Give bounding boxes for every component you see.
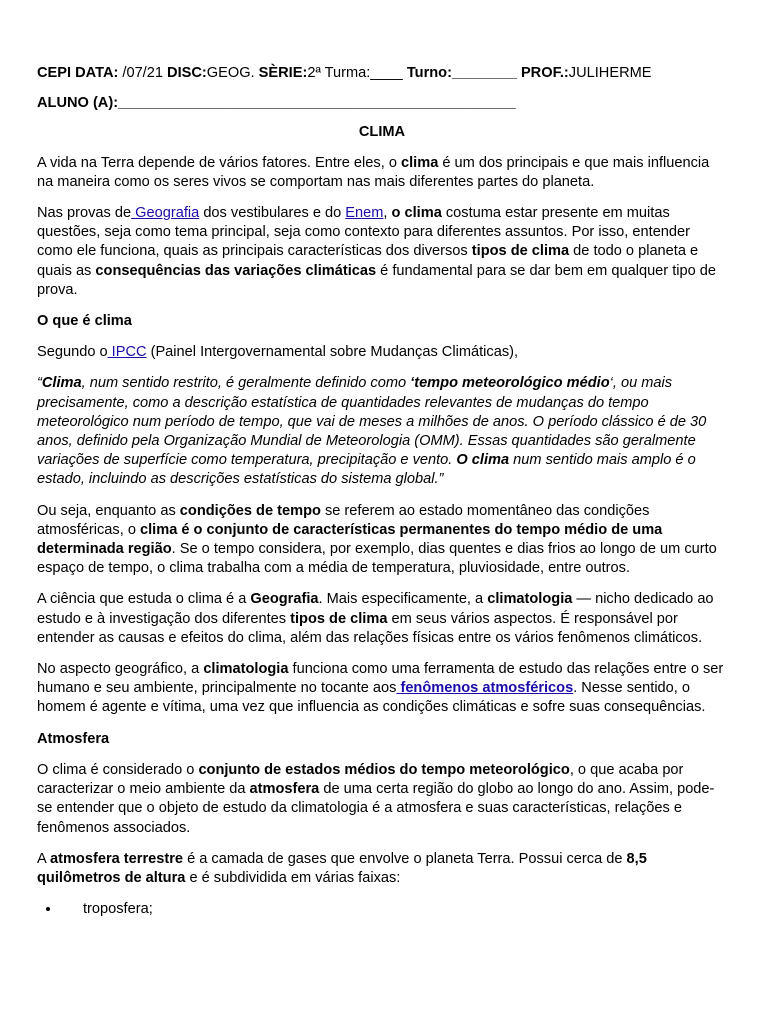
text-run: é um dos principais e que mais influencia na maneira como os seres vivos se comportam nas mais diferentes partes do planeta.: [37, 154, 710, 190]
text-run: Geografia: [250, 591, 319, 608]
section-heading-o-que-e-clima: [37, 312, 727, 331]
text-run: . Mais especificamente, a: [318, 591, 488, 608]
text-run: 2ª Turma:____: [307, 65, 407, 81]
paragraph-climatologia: [37, 590, 727, 648]
list-item: • troposfera;: [61, 900, 727, 919]
text-run: O que é clima: [37, 313, 132, 330]
text-run: . Nesse sentido, o homem é agente e vítima, uma vez que influencia as condições climáticas e sofre suas consequências.: [37, 680, 706, 716]
text-run: JULIHERME: [568, 65, 652, 81]
paragraph-ipcc: [37, 343, 727, 362]
text-link[interactable]: Geografia: [131, 205, 200, 222]
text-run: , num sentido restrito, é geralmente definido como: [81, 375, 411, 392]
text-run: A: [37, 850, 50, 867]
text-run: ‘tempo meteorológico médio: [410, 375, 610, 392]
paragraph-exams: [37, 204, 727, 300]
text-run: funciona como uma ferramenta de estudo das relações entre o ser humano e seu ambiente, principalmente no tocante aos: [37, 661, 724, 697]
student-name-line: [37, 94, 727, 113]
text-run: ‘, ou mais precisamente, como a descrição estatística de quantidades relevantes de mudanças do tempo meteorológico num período de tempo, que vai de meses a milhões de anos. O período clássico é de 30 anos, definido pela Organização Mundial de Meteorologia (OMM). Essas quantidades são geralmente variações de superfície como temperatura, precipitação e vento.: [37, 375, 707, 469]
section-heading-atmosfera: [37, 730, 727, 749]
text-run: CEPI DATA:: [37, 65, 119, 81]
text-run: o clima: [391, 205, 442, 222]
text-run: ALUNO (A):_________________________________________________: [37, 95, 516, 112]
text-run: /07/21: [118, 65, 168, 81]
text-run: tipos de clima: [471, 243, 570, 260]
document-page: [37, 64, 727, 919]
text-link[interactable]: Enem: [345, 205, 384, 222]
text-run: Nas provas de: [37, 205, 132, 222]
text-run: DISC:: [167, 65, 207, 81]
text-run: atmosfera: [249, 781, 320, 798]
text-link[interactable]: fenômenos atmosféricos: [396, 680, 574, 697]
text-run: de uma certa região do globo ao longo do ano. Assim, pode-se entender que o objeto de estudo da climatologia é a atmosfera e suas características, relações e fenômenos associados.: [37, 781, 715, 836]
text-run: consequências das variações climáticas: [95, 262, 377, 279]
text-run: clima: [401, 154, 439, 171]
text-run: , o que acaba por caracterizar o meio ambiente da: [37, 761, 684, 798]
atmosphere-layers-list: [37, 900, 727, 919]
paragraph-intro: [37, 154, 727, 192]
text-run: tipos de clima: [290, 610, 388, 627]
text-run: conjunto de estados médios do tempo meteorológico: [198, 761, 570, 778]
text-run: num sentido mais amplo é o estado, incluindo as descrições estatísticas do sistema global.”: [37, 452, 696, 488]
text-run: em seus vários aspectos. É responsável por entender as causas e efeitos do clima, além das relações físicas entre os vários fenômenos climáticos.: [37, 610, 703, 646]
text-run: (Painel Intergovernamental sobre Mudanças Climáticas),: [146, 344, 519, 361]
paragraph-atmosfera-terrestre: [37, 850, 727, 888]
text-run: GEOG.: [206, 65, 259, 81]
text-run: e é subdividida em várias faixas:: [185, 869, 401, 886]
text-run: . Se o tempo considera, por exemplo, dias quentes e dias frios ao longo de um curto espaço de tempo, o clima trabalha com a média de temperatura, pluviosidade, entre outros.: [37, 541, 717, 577]
text-run: é fundamental para se dar bem em qualquer tipo de prova.: [37, 262, 717, 298]
document-title: CLIMA: [358, 124, 406, 141]
text-run: O clima é considerado o: [37, 761, 199, 778]
text-run: dos vestibulares e do: [199, 205, 346, 222]
paragraph-quote: [37, 374, 727, 489]
text-run: Clima: [41, 375, 82, 392]
text-run: PROF.:: [520, 65, 569, 81]
text-run: Segundo o: [37, 344, 108, 361]
text-run: clima é o conjunto de características permanentes do tempo médio de uma determinada região: [37, 521, 663, 558]
text-run: Ou seja, enquanto as: [37, 502, 180, 519]
text-run: costuma estar presente em muitas questões, seja como tema principal, seja como contexto para diferentes assuntos. Por isso, entender como ele funciona, quais as principais características dos diversos: [37, 205, 691, 260]
text-run: SÈRIE:: [258, 65, 308, 81]
text-run: de todo o planeta e quais as: [37, 243, 699, 279]
paragraph-tempo-vs-clima: [37, 502, 727, 579]
text-run: O clima: [456, 452, 510, 469]
text-run: No aspecto geográfico, a: [37, 661, 204, 678]
header-info-line: [37, 64, 727, 83]
text-run: A ciência que estuda o clima é a: [37, 591, 251, 608]
paragraph-estados-medios: [37, 761, 727, 838]
text-run: Atmosfera: [37, 730, 110, 747]
text-run: se referem ao estado momentâneo das condições atmosféricas, o: [37, 502, 650, 538]
text-run: Turno:________: [406, 65, 521, 81]
text-run: condições de tempo: [179, 502, 321, 519]
text-run: climatologia: [487, 591, 573, 608]
text-run: 8,5 quilômetros de altura: [37, 850, 647, 886]
text-run: atmosfera terrestre: [49, 850, 184, 867]
paragraph-aspecto-geografico: [37, 660, 727, 718]
text-run: climatologia: [203, 661, 289, 678]
text-link[interactable]: IPCC: [107, 344, 147, 361]
text-run: é a camada de gases que envolve o planeta Terra. Possui cerca de: [183, 850, 627, 867]
text-run: — nicho dedicado ao estudo e à investigação dos diferentes: [37, 591, 714, 627]
text-run: A vida na Terra depende de vários fatores. Entre eles, o: [37, 154, 401, 171]
text-run: “: [37, 375, 42, 392]
text-run: ,: [383, 205, 392, 222]
